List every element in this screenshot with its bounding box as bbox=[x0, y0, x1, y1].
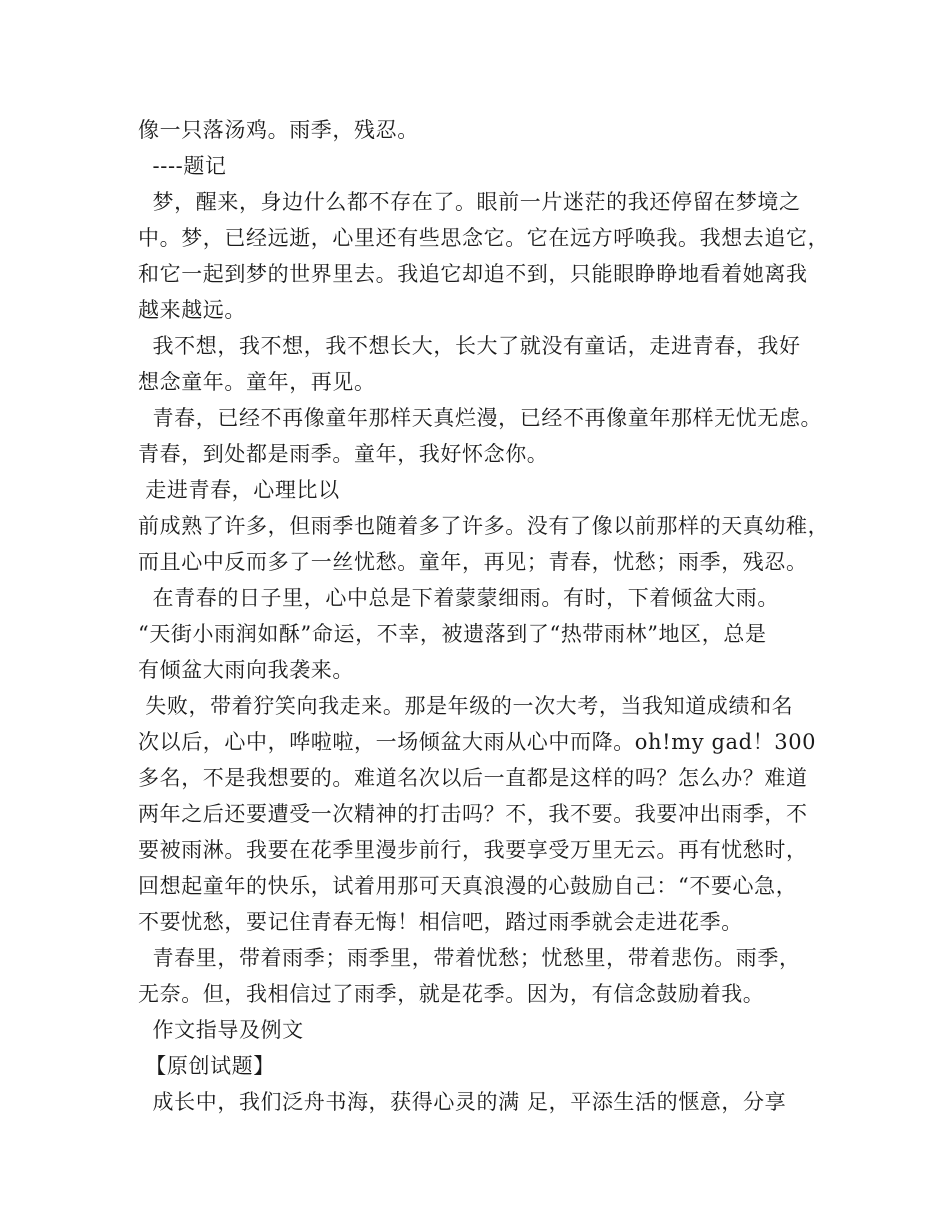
text-line: 失败，带着狞笑向我走来。那是年级的一次大考，当我知道成绩和名 bbox=[138, 694, 794, 718]
text-line: 有倾盆大雨向我袭来。 bbox=[138, 658, 354, 682]
text-line: 两年之后还要遭受一次精神的打击吗？不，我不要。我要冲出雨季，不 bbox=[138, 802, 808, 826]
text-line: 中。梦，已经远逝，心里还有些思念它。它在远方呼唤我。我想去追它， bbox=[138, 226, 830, 250]
text-line: 而且心中反而多了一丝忧愁。童年，再见；青春，忧愁；雨季，残忍。 bbox=[138, 550, 808, 574]
text-line: ----题记 bbox=[138, 154, 227, 178]
text-line: 梦，醒来，身边什么都不存在了。眼前一片迷茫的我还停留在梦境之 bbox=[138, 190, 801, 214]
text-line: 越来越远。 bbox=[138, 298, 246, 322]
text-line: 次以后，心中，哗啦啦，一场倾盆大雨从心中而降。oh!my gad！300 bbox=[138, 730, 817, 754]
text-line: 在青春的日子里，心中总是下着蒙蒙细雨。有时，下着倾盆大雨。 bbox=[138, 586, 779, 610]
text-line: 回想起童年的快乐，试着用那可天真浪漫的心鼓励自己：“不要心急， bbox=[138, 874, 798, 898]
text-line: 前成熟了许多，但雨季也随着多了许多。没有了像以前那样的天真幼稚， bbox=[138, 514, 830, 538]
text-line: 青春，到处都是雨季。童年，我好怀念你。 bbox=[138, 442, 549, 466]
text-line: 想念童年。童年，再见。 bbox=[138, 370, 376, 394]
text-line: 要被雨淋。我要在花季里漫步前行，我要享受万里无云。再有忧愁时， bbox=[138, 838, 808, 862]
text-line: 青春里，带着雨季；雨季里，带着忧愁；忧愁里，带着悲伤。雨季， bbox=[138, 946, 801, 970]
text-line: 青春，已经不再像童年那样天真烂漫，已经不再像童年那样无忧无虑。 bbox=[138, 406, 823, 430]
text-line: 多名，不是我想要的。难道名次以后一直都是这样的吗？怎么办？难道 bbox=[138, 766, 808, 790]
text-line: “天街小雨润如酥”命运，不幸，被遗落到了“热带雨林”地区，总是 bbox=[138, 622, 767, 646]
text-line: 不要忧愁，要记住青春无悔！相信吧，踏过雨季就会走进花季。 bbox=[138, 910, 743, 934]
text-line: 我不想，我不想，我不想长大，长大了就没有童话，走进青春，我好 bbox=[138, 334, 801, 358]
text-line: 像一只落汤鸡。雨季，残忍。 bbox=[138, 118, 419, 142]
section-subheading: 【原创试题】 bbox=[138, 1054, 275, 1078]
text-line: 无奈。但，我相信过了雨季，就是花季。因为，有信念鼓励着我。 bbox=[138, 982, 765, 1006]
text-line: 成长中，我们泛舟书海，获得心灵的满 足，平添生活的惬意，分享 bbox=[138, 1090, 787, 1114]
text-line: 走进青春，心理比以 bbox=[138, 478, 340, 502]
section-heading: 作文指导及例文 bbox=[138, 1018, 304, 1042]
text-line: 和它一起到梦的世界里去。我追它却追不到，只能眼睁睁地看着她离我 bbox=[138, 262, 808, 286]
